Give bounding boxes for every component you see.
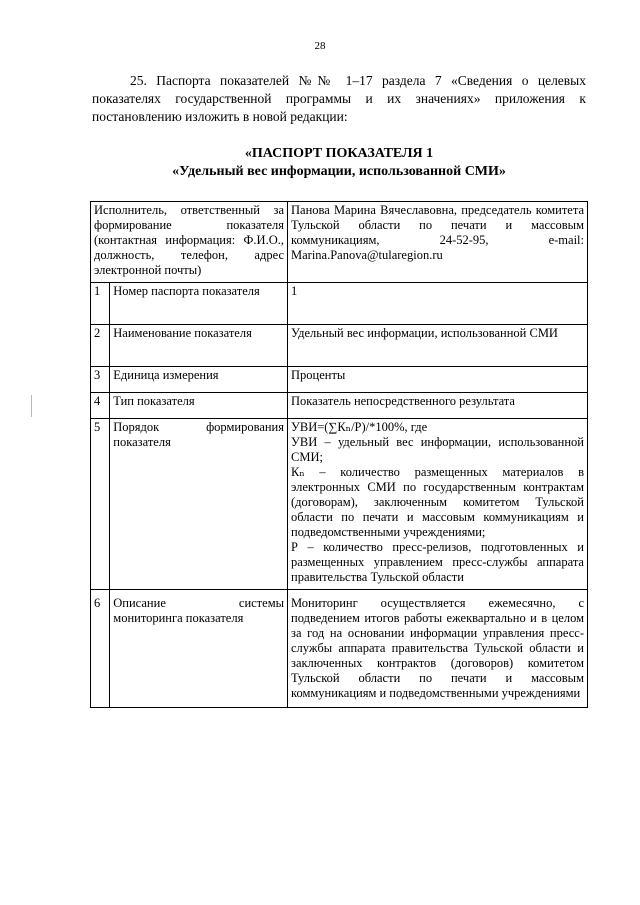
row-value-line: Показатель непосредственного результата — [291, 394, 515, 408]
row-value-line: 1 — [291, 284, 298, 298]
row-value — [288, 419, 588, 590]
row-value — [288, 325, 588, 367]
passport-subtitle: «Удельный вес информации, использованной СМИ» — [172, 164, 506, 179]
row-value-line: УВИ=(∑Кₙ/Р)/*100%, где — [291, 420, 428, 434]
row-value-line: Р – количество пресс-релизов, подготовленных и размещенных управлением пресс-службы аппарата правительства Тульской области — [291, 540, 584, 584]
row-value — [288, 283, 588, 325]
page-number: 28 — [314, 40, 326, 52]
row-number: 5 — [91, 419, 110, 590]
table-row — [91, 419, 588, 590]
passport-title-block — [92, 145, 586, 181]
table-row — [91, 367, 588, 393]
row-value — [288, 367, 588, 393]
row-number: 3 — [91, 367, 110, 393]
table-row — [91, 325, 588, 367]
passport-title: «ПАСПОРТ ПОКАЗАТЕЛЯ 1 — [244, 146, 434, 161]
row-name: Описание системы мониторинга показателя — [110, 590, 288, 708]
table-row-executor — [91, 202, 588, 283]
row-value-line: Проценты — [291, 368, 346, 382]
row-name: Порядок формирования показателя — [110, 419, 288, 590]
passport-table — [90, 201, 588, 708]
row-name: Тип показателя — [110, 393, 288, 419]
row-value-line: Кₙ – количество размещенных материалов в электронных СМИ по государственным контрактам (договорам), заключенным комитетом Тульской области по печати и массовым коммуникациям и подведомственными учреждениями; — [291, 465, 584, 539]
executor-value: Панова Марина Вячеславовна, председатель комитета Тульской области по печати и массовым коммуникациям, 24-52-95, e-mail: Marina.Panova@tularegion.ru — [288, 202, 588, 283]
row-number: 1 — [91, 283, 110, 325]
row-number: 6 — [91, 590, 110, 708]
table-row — [91, 590, 588, 708]
row-name: Номер паспорта показателя — [110, 283, 288, 325]
row-number: 2 — [91, 325, 110, 367]
row-name: Наименование показателя — [110, 325, 288, 367]
row-name: Единица измерения — [110, 367, 288, 393]
row-value-line: Удельный вес информации, использованной СМИ — [291, 326, 558, 340]
row-value-line: УВИ – удельный вес информации, использованной СМИ; — [291, 435, 584, 464]
scan-mark — [31, 395, 32, 417]
executor-label: Исполнитель, ответственный за формирование показателя (контактная информация: Ф.И.О., должность, телефон, адрес электронной почты) — [91, 202, 288, 283]
row-number: 4 — [91, 393, 110, 419]
table-row — [91, 283, 588, 325]
table-row — [91, 393, 588, 419]
intro-paragraph: 25. Паспорта показателей №№ 1–17 раздела 7 «Сведения о целевых показателях государственной программы и их значениях» приложения к постановлению изложить в новой редакции: — [92, 73, 586, 124]
row-value — [288, 393, 588, 419]
row-value — [288, 590, 588, 708]
row-value-line: Мониторинг осуществляется ежемесячно, с подведением итогов работы ежеквартально и в целом за год на основании информации управления пресс-службы аппарата правительства Тульской области и заключенных контрактов (договоров) комитетом Тульской области по печати и массовым коммуникациям и подведомственными учреждениями — [291, 596, 584, 700]
